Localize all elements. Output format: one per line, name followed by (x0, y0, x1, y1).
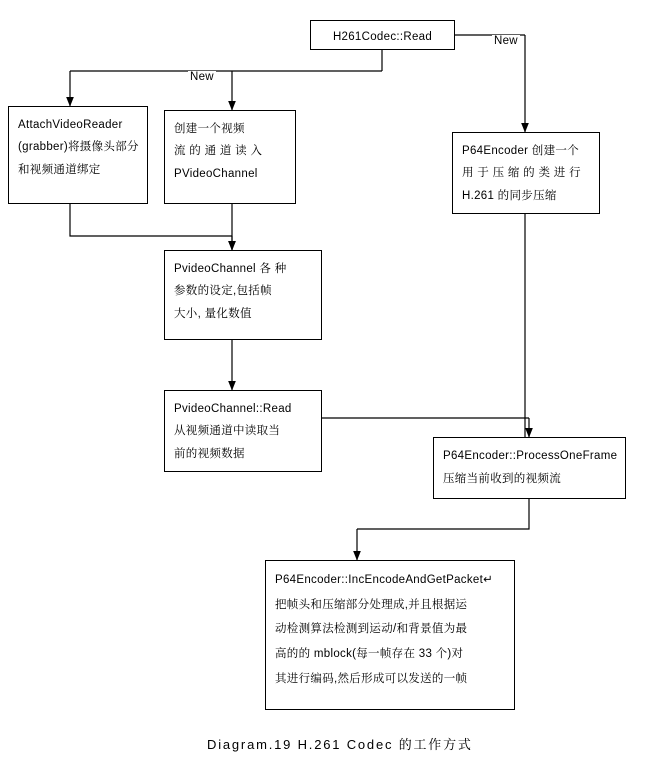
node-attach-video-reader[interactable] (8, 106, 148, 204)
node-p64encoder-process-one-frame[interactable] (433, 437, 626, 499)
node-line: (grabber)将摄像头部分 (18, 141, 139, 154)
node-line: 参数的设定,包括帧 (174, 285, 272, 298)
node-line: 前的视频数据 (174, 447, 245, 460)
node-line: 流 的 通 道 读 入 (174, 145, 263, 158)
node-line: P64Encoder 创建一个 (462, 145, 579, 157)
node-line: AttachVideoReader (18, 119, 123, 131)
node-line: 高的的 mblock(每一帧存在 33 个)对 (275, 648, 464, 661)
edge-label-new-left: New (190, 71, 214, 83)
diagram-caption: Diagram.19 H.261 Codec 的工作方式 (207, 737, 473, 752)
node-pvideochannel-read[interactable] (164, 390, 322, 472)
node-h261-codec-read[interactable] (310, 20, 455, 50)
node-line: P64Encoder::ProcessOneFrame (443, 450, 618, 462)
node-line: 从视频通道中读取当 (174, 425, 281, 438)
node-pvideochannel-params[interactable] (164, 250, 322, 340)
node-p64encoder-create[interactable] (452, 132, 600, 214)
node-line: 和视频通道绑定 (18, 163, 101, 176)
node-line: 创建一个视频 (174, 123, 245, 135)
node-line: H.261 的同步压缩 (462, 189, 557, 202)
node-line: PVideoChannel (174, 167, 258, 180)
edge-label-new-right: New (494, 35, 518, 47)
node-line: P64Encoder::IncEncodeAndGetPacket↵ (275, 574, 494, 586)
node-create-video-stream[interactable] (164, 110, 296, 204)
node-line: 大小, 量化数值 (174, 307, 252, 320)
node-p64encoder-inc-encode-and-get-packet[interactable] (265, 560, 515, 710)
node-line: 动检测算法检测到运动/和背景值为最 (275, 623, 468, 636)
node-line: H261Codec::Read (332, 31, 433, 43)
node-line: 其进行编码,然后形成可以发送的一帧 (275, 672, 468, 685)
node-line: PvideoChannel::Read (174, 403, 292, 415)
node-line: 压缩当前收到的视频流 (443, 473, 561, 485)
node-line: 把帧头和压缩部分处理成,并且根据运 (275, 598, 468, 611)
node-line: PvideoChannel 各 种 (174, 263, 287, 275)
node-line: 用 于 压 缩 的 类 进 行 (462, 167, 581, 180)
